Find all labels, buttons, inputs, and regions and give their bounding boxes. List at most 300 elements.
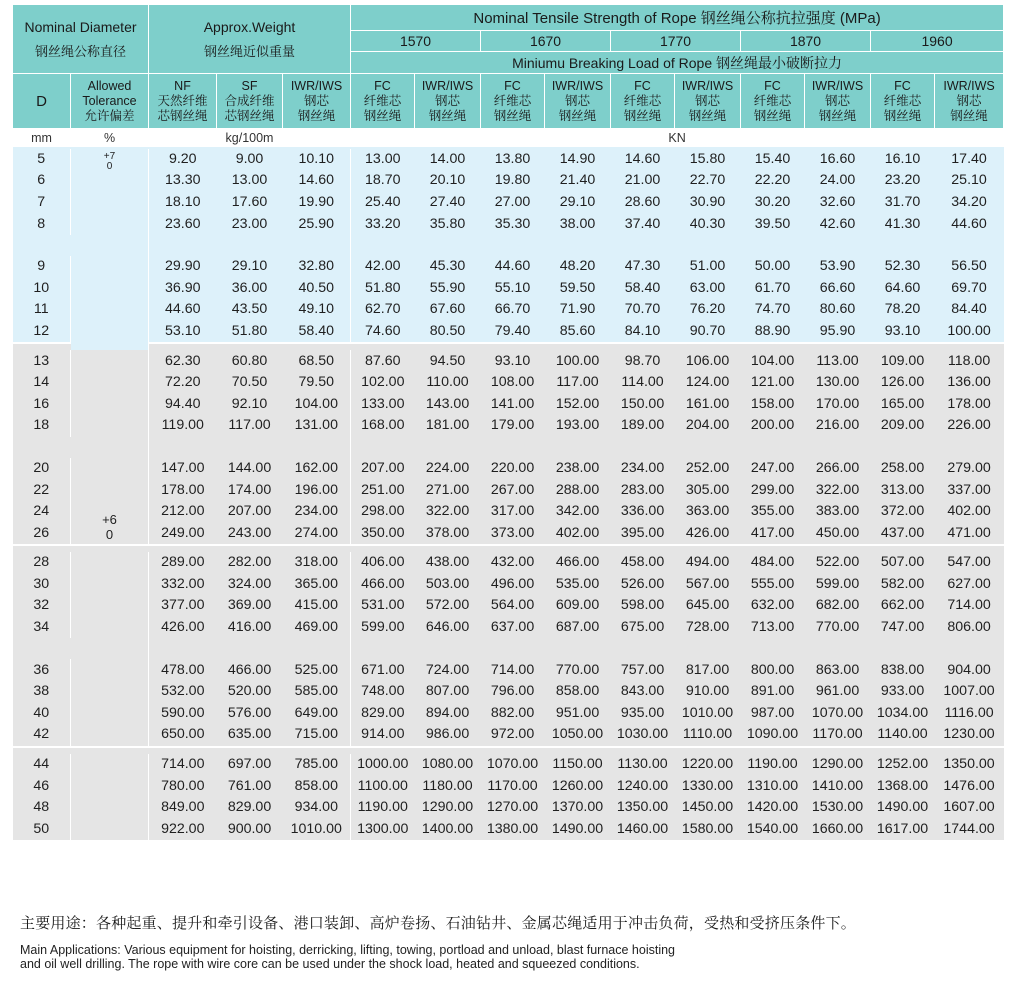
weight-cell: 23.60 bbox=[149, 213, 217, 235]
diameter-cell: 46 bbox=[13, 775, 71, 797]
table-row bbox=[13, 256, 1004, 278]
load-cell: 555.00 bbox=[741, 574, 805, 596]
unit-mm: mm bbox=[13, 129, 71, 147]
load-cell: 21.00 bbox=[611, 170, 675, 192]
load-cell: 28.60 bbox=[611, 192, 675, 214]
weight-cell: 13.00 bbox=[217, 170, 283, 192]
load-cell: 383.00 bbox=[805, 501, 871, 523]
load-cell: 961.00 bbox=[805, 681, 871, 703]
load-cell: 1410.00 bbox=[805, 775, 871, 797]
load-cell: 728.00 bbox=[675, 617, 741, 639]
weight-cell: 70.50 bbox=[217, 372, 283, 394]
load-cell: 484.00 bbox=[741, 552, 805, 574]
weight-cell: 922.00 bbox=[149, 819, 217, 841]
grade-header: 1670 bbox=[481, 31, 611, 52]
load-cell: 56.50 bbox=[935, 256, 1004, 278]
weight-cell: 68.50 bbox=[283, 350, 351, 372]
weight-cell: 25.90 bbox=[283, 213, 351, 235]
diameter-cell: 20 bbox=[13, 458, 71, 480]
load-cell: 1170.00 bbox=[805, 724, 871, 746]
fc-load-label-1: FC bbox=[894, 78, 911, 93]
weight-cell: 104.00 bbox=[283, 393, 351, 415]
weight-cell: 1010.00 bbox=[283, 819, 351, 841]
load-cell: 15.40 bbox=[741, 149, 805, 171]
load-cell: 1330.00 bbox=[675, 775, 741, 797]
col-fc-header bbox=[871, 74, 935, 129]
col-fc-header bbox=[351, 74, 415, 129]
load-cell: 247.00 bbox=[741, 458, 805, 480]
load-cell: 598.00 bbox=[611, 595, 675, 617]
weight-cell: 18.10 bbox=[149, 192, 217, 214]
weight-cell: 9.20 bbox=[149, 149, 217, 171]
load-cell: 29.10 bbox=[545, 192, 611, 214]
col-iwr-load-header bbox=[935, 74, 1004, 129]
load-cell: 252.00 bbox=[675, 458, 741, 480]
load-cell: 1190.00 bbox=[351, 797, 415, 819]
load-cell: 179.00 bbox=[481, 415, 545, 437]
weight-cell: 466.00 bbox=[217, 659, 283, 681]
weight-cell: 58.40 bbox=[283, 321, 351, 343]
weight-cell: 369.00 bbox=[217, 595, 283, 617]
load-cell: 299.00 bbox=[741, 479, 805, 501]
weight-cell: 49.10 bbox=[283, 299, 351, 321]
weight-cell: 92.10 bbox=[217, 393, 283, 415]
weight-cell: 36.90 bbox=[149, 277, 217, 299]
weight-cell: 53.10 bbox=[149, 321, 217, 343]
weight-cell: 14.60 bbox=[283, 170, 351, 192]
load-cell: 59.50 bbox=[545, 277, 611, 299]
applications-en-line1: Main Applications: Various equipment for hoisting, derricking, lifting, towing, portload and unload, blast furnace hoisting bbox=[20, 943, 676, 957]
iwr-load-label-2: 钢芯 bbox=[695, 93, 721, 108]
weight-cell: 365.00 bbox=[283, 574, 351, 596]
diameter-cell: 48 bbox=[13, 797, 71, 819]
load-cell: 1350.00 bbox=[611, 797, 675, 819]
load-cell: 52.30 bbox=[871, 256, 935, 278]
load-cell: 1100.00 bbox=[351, 775, 415, 797]
load-cell: 1220.00 bbox=[675, 754, 741, 776]
applications-en-line2: and oil well drilling. The rope with wire core can be used under the shock load, heated and squeezed conditions. bbox=[20, 957, 640, 971]
table-row bbox=[13, 458, 1004, 480]
iwr-label-3: 钢丝绳 bbox=[297, 108, 336, 123]
load-cell: 35.80 bbox=[415, 213, 481, 235]
load-cell: 266.00 bbox=[805, 458, 871, 480]
load-cell: 891.00 bbox=[741, 681, 805, 703]
load-cell: 317.00 bbox=[481, 501, 545, 523]
load-cell: 220.00 bbox=[481, 458, 545, 480]
load-cell: 47.30 bbox=[611, 256, 675, 278]
weight-cell: 715.00 bbox=[283, 724, 351, 746]
fc-load-label-2: 纤维芯 bbox=[883, 93, 922, 108]
diameter-cell: 44 bbox=[13, 754, 71, 776]
nf-label-3: 芯钢丝绳 bbox=[157, 108, 208, 123]
load-cell: 23.20 bbox=[871, 170, 935, 192]
row-spacer bbox=[13, 437, 1004, 458]
load-cell: 627.00 bbox=[935, 574, 1004, 596]
weight-cell: 72.20 bbox=[149, 372, 217, 394]
load-cell: 1130.00 bbox=[611, 754, 675, 776]
iwr-load-label-3: 钢丝绳 bbox=[818, 108, 857, 123]
load-cell: 170.00 bbox=[805, 393, 871, 415]
fc-load-label-1: FC bbox=[374, 78, 391, 93]
weight-cell: 43.50 bbox=[217, 299, 283, 321]
load-cell: 258.00 bbox=[871, 458, 935, 480]
grade-header: 1570 bbox=[351, 31, 481, 52]
table-row bbox=[13, 170, 1004, 192]
weight-cell: 274.00 bbox=[283, 522, 351, 544]
load-cell: 609.00 bbox=[545, 595, 611, 617]
diameter-cell: 38 bbox=[13, 681, 71, 703]
load-cell: 372.00 bbox=[871, 501, 935, 523]
weight-cell: 9.00 bbox=[217, 149, 283, 171]
load-cell: 1190.00 bbox=[741, 754, 805, 776]
load-cell: 95.90 bbox=[805, 321, 871, 343]
load-cell: 84.40 bbox=[935, 299, 1004, 321]
table-row bbox=[13, 552, 1004, 574]
load-cell: 165.00 bbox=[871, 393, 935, 415]
load-cell: 168.00 bbox=[351, 415, 415, 437]
load-cell: 25.10 bbox=[935, 170, 1004, 192]
load-cell: 189.00 bbox=[611, 415, 675, 437]
tolerance-cell-empty bbox=[71, 595, 149, 617]
load-cell: 1007.00 bbox=[935, 681, 1004, 703]
diameter-cell: 16 bbox=[13, 393, 71, 415]
load-cell: 1540.00 bbox=[741, 819, 805, 841]
weight-cell: 94.40 bbox=[149, 393, 217, 415]
load-cell: 234.00 bbox=[611, 458, 675, 480]
wire-rope-spec-table-wrapper bbox=[12, 4, 997, 840]
load-cell: 972.00 bbox=[481, 724, 545, 746]
tensile-strength-header: Nominal Tensile Strength of Rope 钢丝绳公称抗拉强度 (MPa) bbox=[351, 5, 1004, 31]
load-cell: 662.00 bbox=[871, 595, 935, 617]
table-row bbox=[13, 724, 1004, 746]
load-cell: 1090.00 bbox=[741, 724, 805, 746]
weight-cell: 469.00 bbox=[283, 617, 351, 639]
unit-percent: % bbox=[71, 129, 149, 147]
table-row bbox=[13, 213, 1004, 235]
table-row bbox=[13, 775, 1004, 797]
weight-cell: 32.80 bbox=[283, 256, 351, 278]
weight-cell: 289.00 bbox=[149, 552, 217, 574]
tolerance-cell-empty bbox=[71, 724, 149, 746]
load-cell: 1116.00 bbox=[935, 703, 1004, 725]
load-cell: 507.00 bbox=[871, 552, 935, 574]
load-cell: 1010.00 bbox=[675, 703, 741, 725]
weight-cell: 332.00 bbox=[149, 574, 217, 596]
diameter-cell: 12 bbox=[13, 321, 71, 343]
table-row bbox=[13, 703, 1004, 725]
iwr-load-label-2: 钢芯 bbox=[956, 93, 982, 108]
load-cell: 158.00 bbox=[741, 393, 805, 415]
diameter-cell: 22 bbox=[13, 479, 71, 501]
load-cell: 1070.00 bbox=[481, 754, 545, 776]
load-cell: 69.70 bbox=[935, 277, 1004, 299]
fc-load-label-3: 钢丝绳 bbox=[363, 108, 402, 123]
load-cell: 796.00 bbox=[481, 681, 545, 703]
load-cell: 858.00 bbox=[545, 681, 611, 703]
weight-cell: 714.00 bbox=[149, 754, 217, 776]
load-cell: 829.00 bbox=[351, 703, 415, 725]
weight-cell: 243.00 bbox=[217, 522, 283, 544]
grade-header: 1870 bbox=[741, 31, 871, 52]
load-cell: 378.00 bbox=[415, 522, 481, 544]
load-cell: 51.80 bbox=[351, 277, 415, 299]
weight-cell: 44.60 bbox=[149, 299, 217, 321]
tolerance-cell-empty bbox=[71, 775, 149, 797]
load-cell: 599.00 bbox=[805, 574, 871, 596]
weight-cell: 650.00 bbox=[149, 724, 217, 746]
load-cell: 33.20 bbox=[351, 213, 415, 235]
table-row bbox=[13, 393, 1004, 415]
load-cell: 951.00 bbox=[545, 703, 611, 725]
weight-cell: 576.00 bbox=[217, 703, 283, 725]
load-cell: 80.60 bbox=[805, 299, 871, 321]
col-d-header: D bbox=[13, 74, 71, 129]
load-cell: 1400.00 bbox=[415, 819, 481, 841]
fc-load-label-3: 钢丝绳 bbox=[883, 108, 922, 123]
load-cell: 632.00 bbox=[741, 595, 805, 617]
tolerance-cell-empty bbox=[71, 574, 149, 596]
load-cell: 21.40 bbox=[545, 170, 611, 192]
weight-cell: 162.00 bbox=[283, 458, 351, 480]
load-cell: 204.00 bbox=[675, 415, 741, 437]
load-cell: 714.00 bbox=[481, 659, 545, 681]
grade-header: 1770 bbox=[611, 31, 741, 52]
weight-cell: 934.00 bbox=[283, 797, 351, 819]
load-cell: 226.00 bbox=[935, 415, 1004, 437]
load-cell: 373.00 bbox=[481, 522, 545, 544]
load-cell: 70.70 bbox=[611, 299, 675, 321]
weight-cell: 532.00 bbox=[149, 681, 217, 703]
load-cell: 466.00 bbox=[351, 574, 415, 596]
weight-cell: 416.00 bbox=[217, 617, 283, 639]
load-cell: 770.00 bbox=[805, 617, 871, 639]
tolerance-cell-empty bbox=[71, 617, 149, 639]
load-cell: 671.00 bbox=[351, 659, 415, 681]
col-fc-header bbox=[611, 74, 675, 129]
load-cell: 93.10 bbox=[481, 350, 545, 372]
load-cell: 637.00 bbox=[481, 617, 545, 639]
diameter-cell: 13 bbox=[13, 350, 71, 372]
load-cell: 93.10 bbox=[871, 321, 935, 343]
load-cell: 17.40 bbox=[935, 149, 1004, 171]
load-cell: 63.00 bbox=[675, 277, 741, 299]
load-cell: 1050.00 bbox=[545, 724, 611, 746]
weight-cell: 17.60 bbox=[217, 192, 283, 214]
load-cell: 102.00 bbox=[351, 372, 415, 394]
load-cell: 108.00 bbox=[481, 372, 545, 394]
grade-header: 1960 bbox=[871, 31, 1004, 52]
iwr-load-label-2: 钢芯 bbox=[435, 93, 461, 108]
load-cell: 1140.00 bbox=[871, 724, 935, 746]
load-cell: 53.90 bbox=[805, 256, 871, 278]
load-cell: 42.60 bbox=[805, 213, 871, 235]
col-iwr-load-header bbox=[675, 74, 741, 129]
nominal-diameter-cn: 钢丝绳公称直径 bbox=[35, 43, 127, 59]
load-cell: 117.00 bbox=[545, 372, 611, 394]
load-cell: 44.60 bbox=[935, 213, 1004, 235]
load-cell: 22.70 bbox=[675, 170, 741, 192]
fc-load-label-2: 纤维芯 bbox=[363, 93, 402, 108]
load-cell: 121.00 bbox=[741, 372, 805, 394]
tolerance-cell-empty bbox=[71, 681, 149, 703]
load-cell: 986.00 bbox=[415, 724, 481, 746]
load-cell: 933.00 bbox=[871, 681, 935, 703]
diameter-cell: 11 bbox=[13, 299, 71, 321]
load-cell: 66.60 bbox=[805, 277, 871, 299]
sf-label-1: SF bbox=[241, 78, 258, 93]
load-cell: 547.00 bbox=[935, 552, 1004, 574]
table-header bbox=[13, 5, 1004, 147]
fc-load-label-1: FC bbox=[634, 78, 651, 93]
iwr-load-label-3: 钢丝绳 bbox=[950, 108, 988, 123]
load-cell: 298.00 bbox=[351, 501, 415, 523]
load-cell: 58.40 bbox=[611, 277, 675, 299]
load-cell: 800.00 bbox=[741, 659, 805, 681]
load-cell: 863.00 bbox=[805, 659, 871, 681]
load-cell: 522.00 bbox=[805, 552, 871, 574]
load-cell: 1080.00 bbox=[415, 754, 481, 776]
load-cell: 104.00 bbox=[741, 350, 805, 372]
load-cell: 136.00 bbox=[935, 372, 1004, 394]
weight-cell: 29.90 bbox=[149, 256, 217, 278]
weight-cell: 40.50 bbox=[283, 277, 351, 299]
load-cell: 14.90 bbox=[545, 149, 611, 171]
tolerance-large-top: +6 bbox=[102, 512, 117, 527]
load-cell: 271.00 bbox=[415, 479, 481, 501]
load-cell: 682.00 bbox=[805, 595, 871, 617]
sf-label-2: 合成纤维 bbox=[224, 93, 275, 108]
iwr-load-label-2: 钢芯 bbox=[565, 93, 591, 108]
table-row bbox=[13, 681, 1004, 703]
weight-cell: 249.00 bbox=[149, 522, 217, 544]
load-cell: 1000.00 bbox=[351, 754, 415, 776]
applications-en bbox=[20, 943, 1010, 971]
table-row bbox=[13, 501, 1004, 523]
weight-cell: 19.90 bbox=[283, 192, 351, 214]
col-fc-header bbox=[481, 74, 545, 129]
table-row bbox=[13, 299, 1004, 321]
load-cell: 87.60 bbox=[351, 350, 415, 372]
load-cell: 567.00 bbox=[675, 574, 741, 596]
load-cell: 27.00 bbox=[481, 192, 545, 214]
load-cell: 395.00 bbox=[611, 522, 675, 544]
load-cell: 90.70 bbox=[675, 321, 741, 343]
weight-cell: 60.80 bbox=[217, 350, 283, 372]
unit-weight: kg/100m bbox=[149, 129, 351, 147]
load-cell: 74.60 bbox=[351, 321, 415, 343]
weight-cell: 36.00 bbox=[217, 277, 283, 299]
load-cell: 35.30 bbox=[481, 213, 545, 235]
load-cell: 22.20 bbox=[741, 170, 805, 192]
table-row bbox=[13, 321, 1004, 343]
load-cell: 1530.00 bbox=[805, 797, 871, 819]
iwr-load-label-3: 钢丝绳 bbox=[428, 108, 467, 123]
iwr-load-label-1: IWR/IWS bbox=[943, 78, 995, 93]
diameter-cell: 18 bbox=[13, 415, 71, 437]
load-cell: 178.00 bbox=[935, 393, 1004, 415]
col-iwr-weight-header bbox=[283, 74, 351, 129]
load-cell: 181.00 bbox=[415, 415, 481, 437]
weight-cell: 51.80 bbox=[217, 321, 283, 343]
load-cell: 910.00 bbox=[675, 681, 741, 703]
load-cell: 426.00 bbox=[675, 522, 741, 544]
load-cell: 88.90 bbox=[741, 321, 805, 343]
weight-cell: 649.00 bbox=[283, 703, 351, 725]
diameter-cell: 9 bbox=[13, 256, 71, 278]
approx-weight-header bbox=[149, 5, 351, 74]
weight-cell: 212.00 bbox=[149, 501, 217, 523]
table-row bbox=[13, 479, 1004, 501]
sf-label-3: 芯钢丝绳 bbox=[224, 108, 275, 123]
weight-cell: 415.00 bbox=[283, 595, 351, 617]
row-spacer bbox=[13, 235, 1004, 256]
weight-cell: 520.00 bbox=[217, 681, 283, 703]
weight-cell: 178.00 bbox=[149, 479, 217, 501]
load-cell: 51.00 bbox=[675, 256, 741, 278]
iwr-load-label-3: 钢丝绳 bbox=[558, 108, 597, 123]
weight-cell: 29.10 bbox=[217, 256, 283, 278]
diameter-cell: 7 bbox=[13, 192, 71, 214]
load-cell: 42.00 bbox=[351, 256, 415, 278]
load-cell: 20.10 bbox=[415, 170, 481, 192]
fc-load-label-1: FC bbox=[764, 78, 781, 93]
table-row bbox=[13, 595, 1004, 617]
weight-cell: 13.30 bbox=[149, 170, 217, 192]
tolerance-label-3: 允许偏差 bbox=[84, 108, 135, 123]
load-cell: 16.60 bbox=[805, 149, 871, 171]
load-cell: 15.80 bbox=[675, 149, 741, 171]
load-cell: 1350.00 bbox=[935, 754, 1004, 776]
iwr-load-label-1: IWR/IWS bbox=[811, 78, 864, 93]
load-cell: 757.00 bbox=[611, 659, 675, 681]
load-cell: 1180.00 bbox=[415, 775, 481, 797]
load-cell: 67.60 bbox=[415, 299, 481, 321]
load-cell: 79.40 bbox=[481, 321, 545, 343]
load-cell: 18.70 bbox=[351, 170, 415, 192]
load-cell: 914.00 bbox=[351, 724, 415, 746]
table-body bbox=[13, 147, 1004, 841]
load-cell: 61.70 bbox=[741, 277, 805, 299]
load-cell: 1310.00 bbox=[741, 775, 805, 797]
load-cell: 1607.00 bbox=[935, 797, 1004, 819]
load-cell: 807.00 bbox=[415, 681, 481, 703]
weight-cell: 377.00 bbox=[149, 595, 217, 617]
load-cell: 713.00 bbox=[741, 617, 805, 639]
load-cell: 45.30 bbox=[415, 256, 481, 278]
load-cell: 1617.00 bbox=[871, 819, 935, 841]
wire-rope-spec-table bbox=[12, 4, 1004, 840]
col-iwr-load-header bbox=[545, 74, 611, 129]
load-cell: 16.10 bbox=[871, 149, 935, 171]
load-cell: 50.00 bbox=[741, 256, 805, 278]
table-row bbox=[13, 350, 1004, 372]
fc-load-label-3: 钢丝绳 bbox=[493, 108, 532, 123]
tolerance-cell-empty bbox=[71, 797, 149, 819]
load-cell: 770.00 bbox=[545, 659, 611, 681]
load-cell: 1252.00 bbox=[871, 754, 935, 776]
col-iwr-load-header bbox=[805, 74, 871, 129]
weight-cell: 858.00 bbox=[283, 775, 351, 797]
load-cell: 355.00 bbox=[741, 501, 805, 523]
load-cell: 114.00 bbox=[611, 372, 675, 394]
weight-cell: 131.00 bbox=[283, 415, 351, 437]
tolerance-large-bottom: 0 bbox=[105, 527, 114, 542]
load-cell: 1230.00 bbox=[935, 724, 1004, 746]
weight-cell: 780.00 bbox=[149, 775, 217, 797]
table-row bbox=[13, 754, 1004, 776]
iwr-label-2: 钢芯 bbox=[304, 93, 330, 108]
load-cell: 85.60 bbox=[545, 321, 611, 343]
